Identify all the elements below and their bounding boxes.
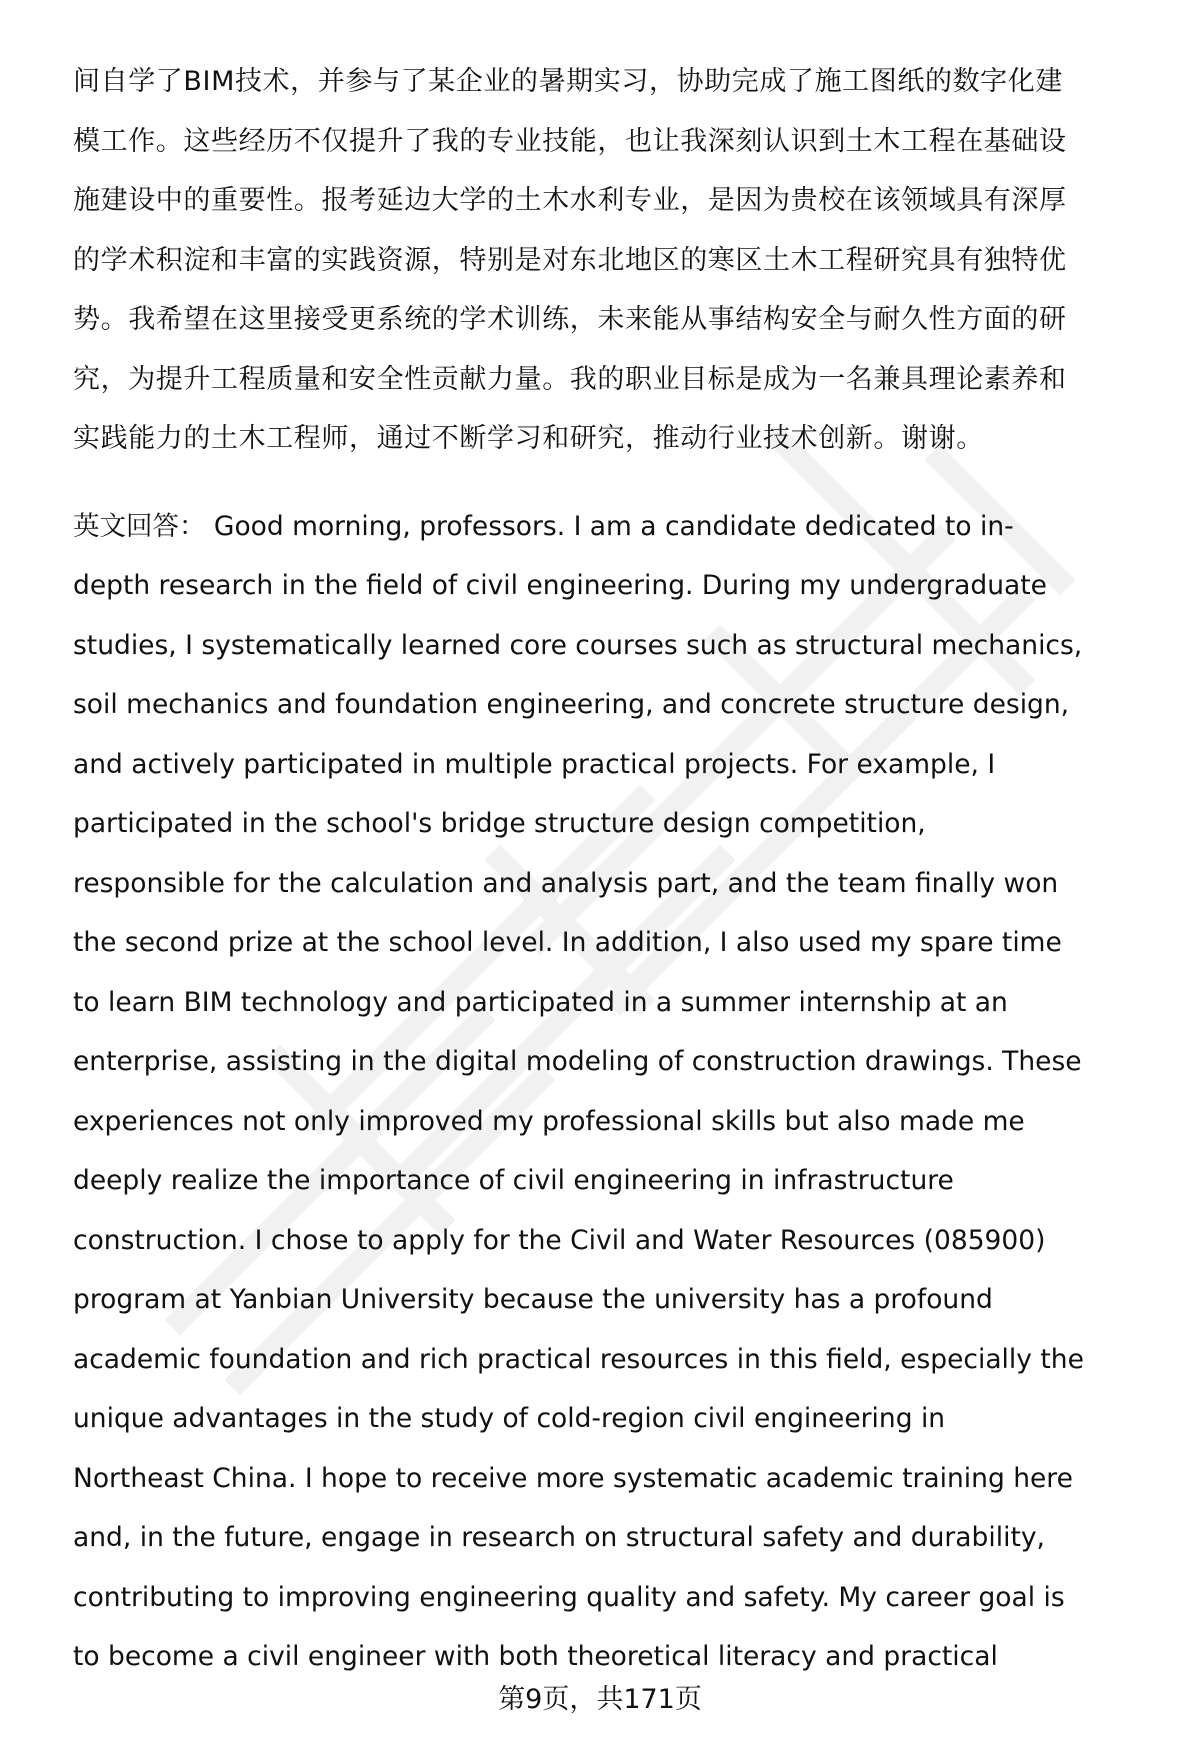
paragraph-gap <box>73 469 1143 497</box>
english-answer-first-line: Good morning, professors. I am a candidate dedicated to in- <box>205 510 1014 542</box>
text-line: program at Yanbian University because the university has a profound <box>73 1284 993 1315</box>
text-line: Northeast China. I hope to receive more systematic academic training here <box>73 1462 1073 1494</box>
text-line: 究，为提升工程质量和安全性贡献力量。我的职业目标是成为一名兼具理论素养和 <box>73 363 1067 395</box>
text-line: 间自学了BIM技术，并参与了某企业的暑期实习，协助完成了施工图纸的数字化建 <box>73 66 1063 97</box>
document-body <box>73 52 1143 1687</box>
text-line <box>73 497 1143 557</box>
text-line: participated in the school's bridge structure design competition, <box>73 808 926 839</box>
text-line: deeply realize the importance of civil engineering in infrastructure <box>73 1165 954 1196</box>
text-line: 的学术积淀和丰富的实践资源，特别是对东北地区的寒区土木工程研究具有独特优 <box>73 244 1067 276</box>
english-answer-paragraph <box>73 497 1143 1687</box>
text-line: 实践能力的土木工程师，通过不断学习和研究，推动行业技术创新。谢谢。 <box>73 423 984 454</box>
text-line: 模工作。这些经历不仅提升了我的专业技能，也让我深刻认识到土木工程在基础设 <box>73 125 1067 157</box>
page-number-footer: 第9页，共171页 <box>498 1684 702 1715</box>
text-line: 势。我希望在这里接受更系统的学术训练，未来能从事结构安全与耐久性方面的研 <box>73 304 1067 335</box>
text-line: 施建设中的重要性。报考延边大学的土木水利专业，是因为贵校在该领域具有深厚 <box>73 185 1067 216</box>
text-line: enterprise, assisting in the digital modeling of construction drawings. These <box>73 1046 1082 1077</box>
text-line: experiences not only improved my professional skills but also made me <box>73 1105 1025 1137</box>
text-line: the second prize at the school level. In addition, I also used my spare time <box>73 927 1062 958</box>
text-line: and actively participated in multiple practical projects. For example, I <box>73 748 996 780</box>
text-line: to learn BIM technology and participated in a summer internship at an <box>73 986 1008 1018</box>
text-line: unique advantages in the study of cold-region civil engineering in <box>73 1403 946 1434</box>
text-line: construction. I chose to apply for the Civil and Water Resources (085900) <box>73 1224 1046 1256</box>
english-answer-label: 英文回答： <box>73 510 206 542</box>
text-line: contributing to improving engineering quality and safety. My career goal is <box>73 1581 1065 1613</box>
text-line: to become a civil engineer with both theoretical literacy and practical <box>73 1641 998 1672</box>
text-line: academic foundation and rich practical resources in this field, especially the <box>73 1343 1084 1375</box>
text-line: depth research in the field of civil engineering. During my undergraduate <box>73 570 1047 601</box>
text-line: soil mechanics and foundation engineering, and concrete structure design, <box>73 689 1070 720</box>
chinese-answer-paragraph <box>73 52 1143 469</box>
text-line: responsible for the calculation and analysis part, and the team finally won <box>73 867 1059 899</box>
text-line: and, in the future, engage in research on structural safety and durability, <box>73 1522 1045 1553</box>
text-line: studies, I systematically learned core courses such as structural mechanics, <box>73 629 1083 661</box>
